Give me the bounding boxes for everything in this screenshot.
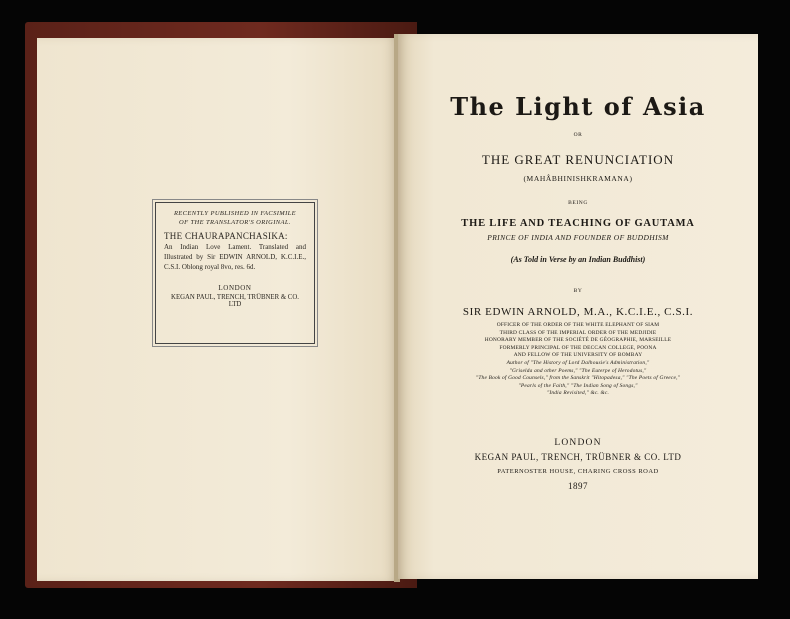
advert-header-1: RECENTLY PUBLISHED IN FACSIMILE <box>173 210 297 217</box>
imprint-year: 1897 <box>568 481 588 491</box>
title-page <box>398 34 758 579</box>
or-word: OR <box>573 132 583 138</box>
honor-line: FORMERLY PRINCIPAL OF THE DECCAN COLLEGE, POONA <box>499 344 657 351</box>
honor-line: OFFICER OF THE ORDER OF THE WHITE ELEPHANT OF SIAM <box>496 322 660 328</box>
prince-line: PRINCE OF INDIA AND FOUNDER OF BUDDHISM <box>487 233 669 242</box>
works-line: Author of "The History of Lord Dalhousie's Administration," <box>506 359 650 366</box>
works-line: "Griselda and other Poems," "The Euterpe of Herodotus," <box>509 367 647 374</box>
advert-description: An Indian Love Lament. Translated and Illustrated by Sir EDWIN ARNOLD, K.C.I.E., C.S.I. Oblong royal 8vo, res. 6d. <box>164 243 306 271</box>
book-title: The Light of Asia <box>450 92 706 121</box>
advert-publisher: KEGAN PAUL, TRENCH, TRÜBNER & CO. LTD <box>171 294 299 308</box>
honor-line: HONORARY MEMBER OF THE SOCIÉTÉ DE GÉOGRAPHIE, MARSEILLE <box>484 337 672 344</box>
life-line: THE LIFE AND TEACHING OF GAUTAMA <box>461 218 695 229</box>
author-honors <box>398 322 758 398</box>
works-line: "The Book of Good Counsels," from the Sanskrit "Hitopadesa," "The Poets of Greece," <box>475 375 681 382</box>
subtitle-sanskrit: (MAHÂBHINISHKRAMANA) <box>523 174 633 183</box>
told-line: (As Told in Verse by an Indian Buddhist) <box>510 255 646 264</box>
author-name: SIR EDWIN ARNOLD, M.A., K.C.I.E., C.S.I. <box>462 306 694 318</box>
advert-title: THE CHAURAPANCHASIKA: <box>164 231 288 241</box>
works-line: "Pearls of the Faith," "The Indian Song of Songs," <box>518 382 638 389</box>
honor-line: THIRD CLASS OF THE IMPERIAL ORDER OF THE MEDJIDIE <box>499 329 657 336</box>
left-page <box>37 38 397 581</box>
imprint-location: LONDON <box>554 438 602 448</box>
imprint-publisher: KEGAN PAUL, TRENCH, TRÜBNER & CO. LTD <box>474 452 682 462</box>
advert-header-2: OF THE TRANSLATOR'S ORIGINAL. <box>179 219 291 226</box>
imprint-address: PATERNOSTER HOUSE, CHARING CROSS ROAD <box>497 468 659 475</box>
honor-line: AND FELLOW OF THE UNIVERSITY OF BOMBAY <box>513 352 643 359</box>
subtitle: THE GREAT RENUNCIATION <box>481 152 675 167</box>
advert-box <box>155 202 315 344</box>
by-word: BY <box>573 288 583 294</box>
advert-location: LONDON <box>218 284 252 292</box>
being-word: BEING <box>568 200 588 206</box>
works-line: "India Revisited," &c. &c. <box>546 390 610 397</box>
